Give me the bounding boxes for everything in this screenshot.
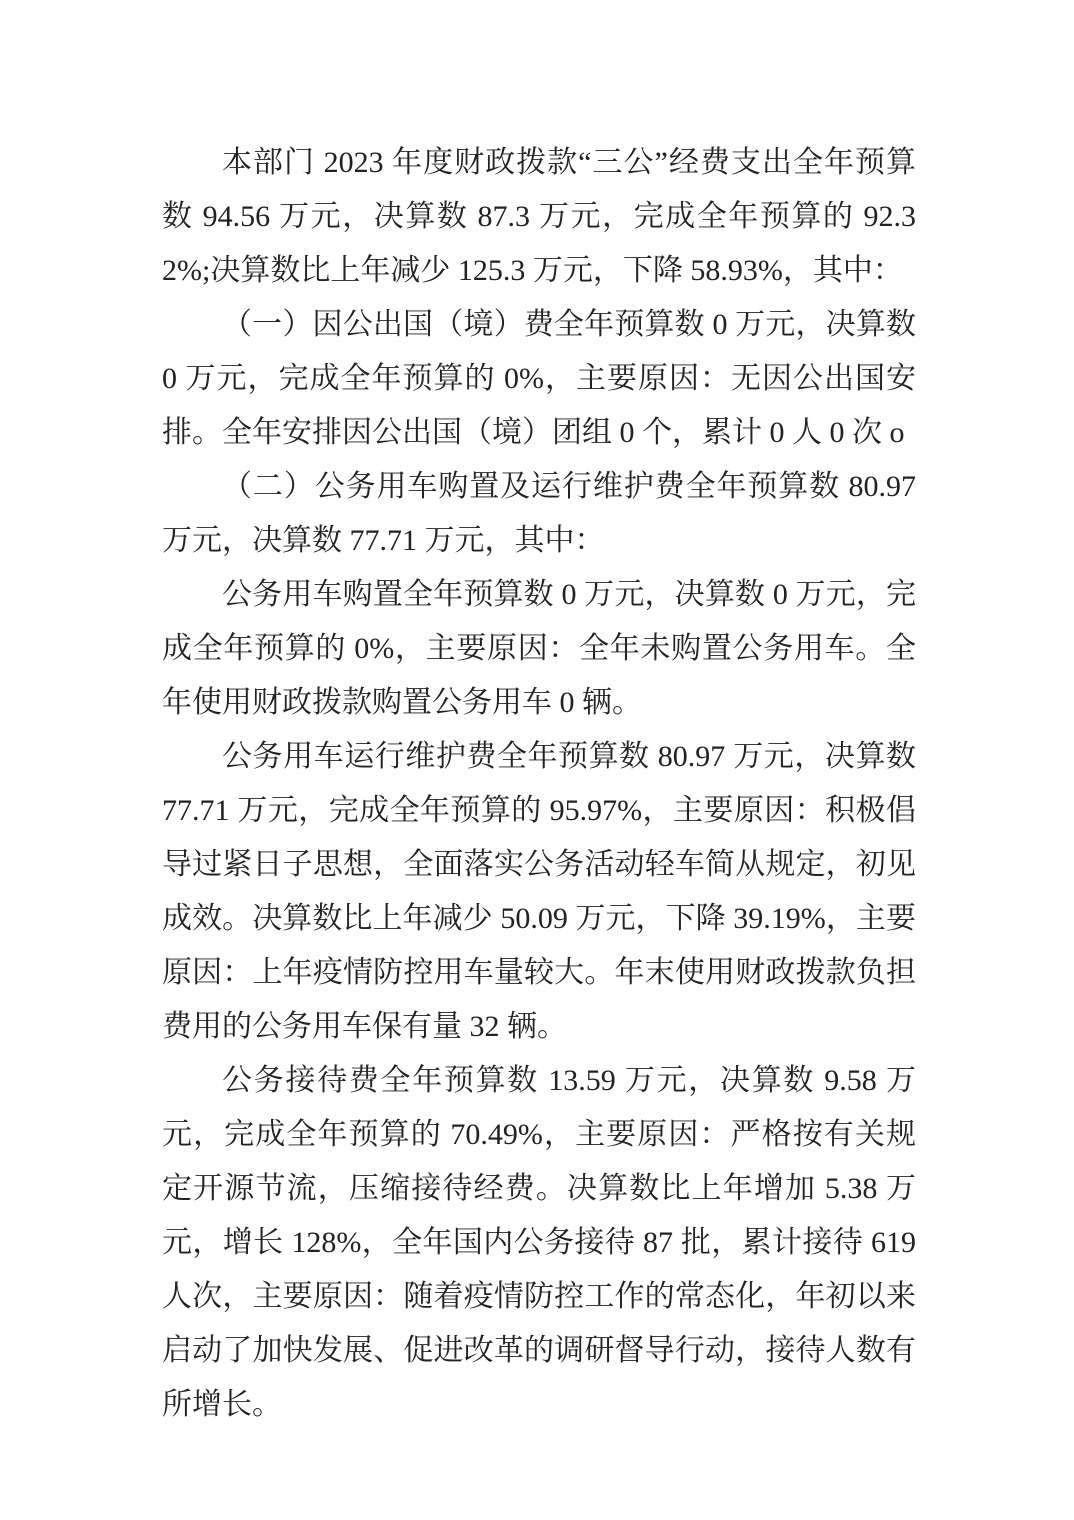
paragraph-overseas-travel-expense: （一）因公出国（境）费全年预算数 0 万元，决算数 0 万元，完成全年预算的 0%，主要原因：无因公出国安排。全年安排因公出国（境）团组 0 个，累计 0 人 0 次 o xyxy=(162,308,916,449)
paragraph-official-vehicle-total: （二）公务用车购置及运行维护费全年预算数 80.97 万元，决算数 77.71 万元，其中： xyxy=(162,470,916,557)
paragraph-vehicle-operation-maintenance: 公务用车运行维护费全年预算数 80.97 万元，决算数 77.71 万元，完成全年预算的 95.97%，主要原因：积极倡导过紧日子思想，全面落实公务活动轻车简从规定，初见成效。决算数比上年减少 50.09 万元，下降 39.19%，主要原因：上年疫情防控用车量较大。年末使用财政拨款负担费用的公务用车保有量 32 辆。 xyxy=(162,740,916,1043)
paragraph-official-reception-expense: 公务接待费全年预算数 13.59 万元，决算数 9.58 万元，完成全年预算的 70.49%，主要原因：严格按有关规定开源节流，压缩接待经费。决算数比上年增加 5.38 万元，增长 128%，全年国内公务接待 87 批，累计接待 619 人次，主要原因：随着疫情防控工作的常态化，年初以来启动了加快发展、促进改革的调研督导行动，接待人数有所增长。 xyxy=(162,1064,916,1421)
paragraph-vehicle-purchase: 公务用车购置全年预算数 0 万元，决算数 0 万元，完成全年预算的 0%，主要原因：全年未购置公务用车。全年使用财政拨款购置公务用车 0 辆。 xyxy=(162,578,916,719)
paragraph-three-public-overview: 本部门 2023 年度财政拨款“三公”经费支出全年预算数 94.56 万元，决算数 87.3 万元，完成全年预算的 92.32%;决算数比上年减少 125.3 万元，下降 58.93%，其中： xyxy=(162,146,916,287)
